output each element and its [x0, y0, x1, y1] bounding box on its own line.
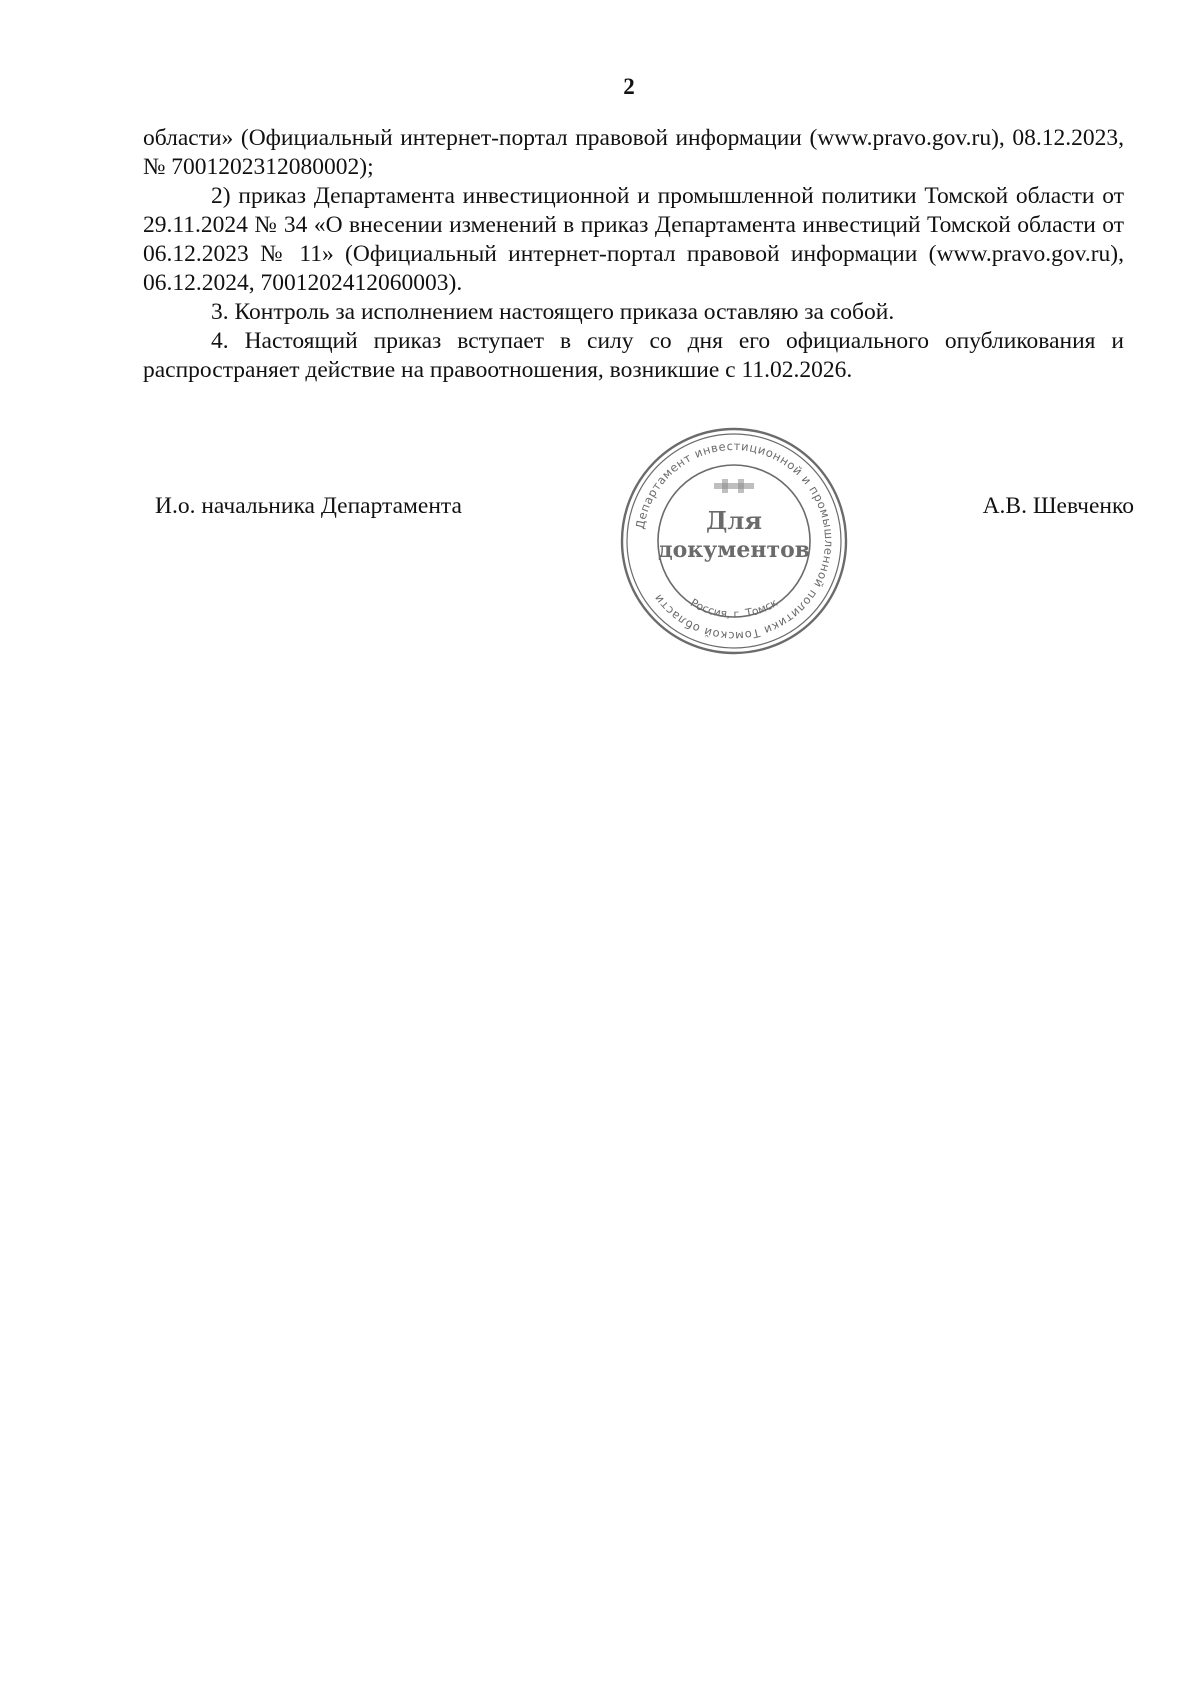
stamp-seal-icon — [614, 421, 854, 661]
stamp-ring-text: Департамент инвестиционной и промышленной политики Томской области — [632, 438, 837, 644]
paragraph-continuation: области» (Официальный интернет-портал правовой информации (www.pravo.gov.ru), 08.12.2023, № 7001202312080002); — [143, 125, 1124, 180]
stamp-bottom-text: Россия, г. Томск — [688, 596, 780, 621]
document-body — [143, 124, 1124, 385]
signatory-position: И.о. начальника Департамента — [155, 493, 462, 519]
stamp-center-line2: документов — [657, 537, 811, 563]
page-number: 2 — [623, 74, 635, 99]
svg-text:Россия, г. Томск — [688, 596, 780, 621]
official-stamp — [614, 421, 854, 661]
signatory-name: А.В. Шевченко — [982, 493, 1134, 519]
paragraph-item-3: 3. Контроль за исполнением настоящего приказа оставляю за собой. — [211, 299, 895, 325]
paragraph-item-4: 4. Настоящий приказ вступает в силу со дня его официального опубликования и распространяет действие на правоотношения, возникшие с 11.02.2026. — [143, 328, 1124, 383]
paragraph-item-2: 2) приказ Департамента инвестиционной и промышленной политики Томской области от 29.11.2024 № 34 «О внесении изменений в приказ Департамента инвестиций Томской области от 06.12.2023 № 11» (Официальный интернет-портал правовой информации (www.pravo.gov.ru), 06.12.2024, 7001202412060003). — [143, 183, 1124, 296]
stamp-center-line1: Для — [706, 506, 762, 535]
